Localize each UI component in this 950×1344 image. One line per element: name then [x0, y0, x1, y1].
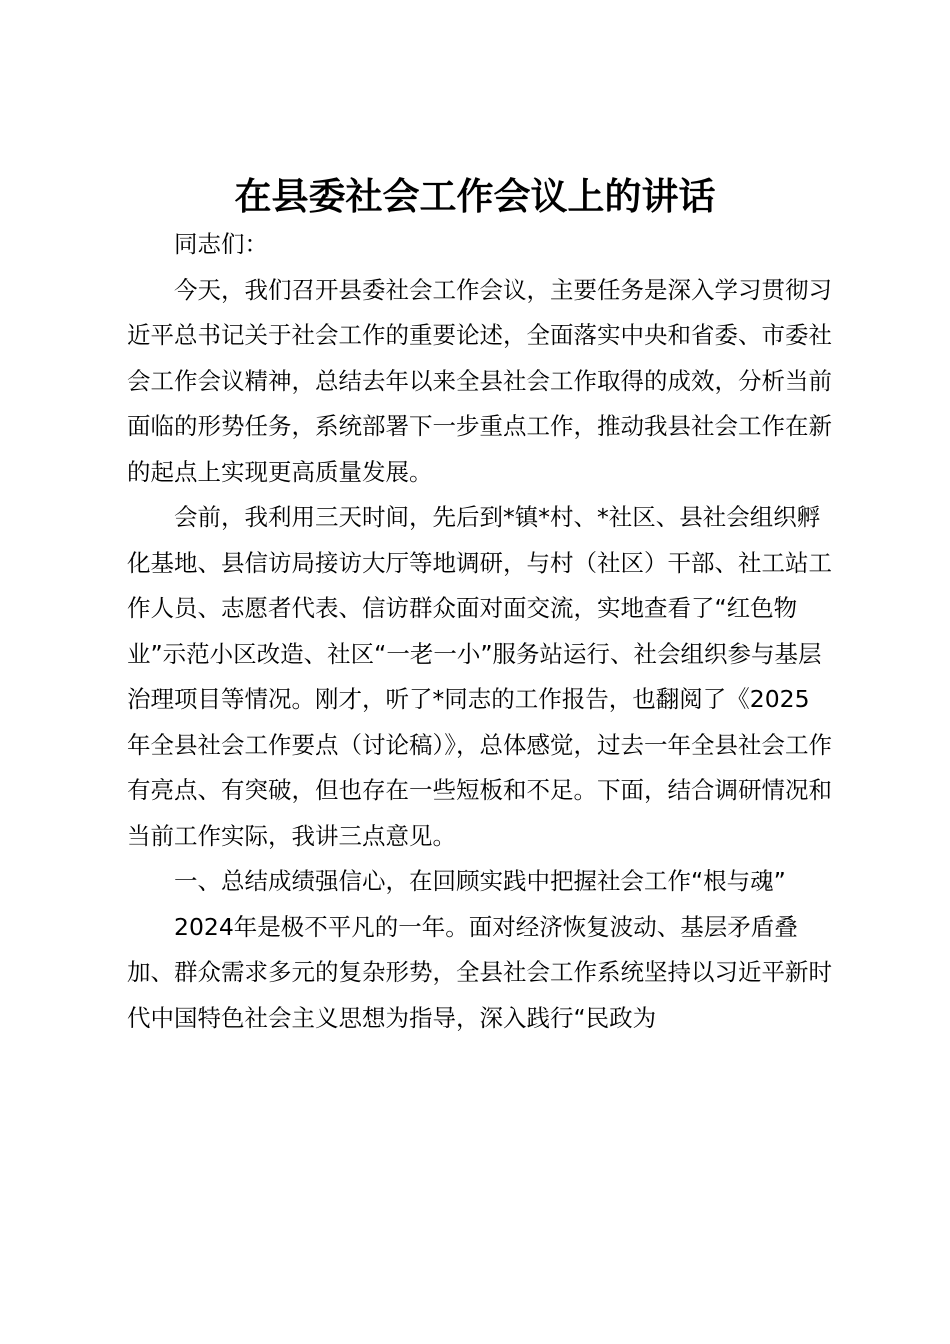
salutation: 同志们： [174, 230, 268, 258]
section-heading: 一、总结成绩强信心，在回顾实践中把握社会工作“根与魂” [174, 867, 786, 895]
section-paragraph: 2024年是极不平凡的一年。面对经济恢复波动、基层矛盾叠加、群众需求多元的复杂形势，全县社会工作系统坚持以习近平新时代中国特色社会主义思想为指导，深入践行“民政为 [127, 912, 832, 1032]
document-body [127, 222, 832, 1041]
document-title: 在县委社会工作会议上的讲话 [234, 174, 716, 218]
paragraph-opening: 今天，我们召开县委社会工作会议，主要任务是深入学习贯彻习近平总书记关于社会工作的重要论述，全面落实中央和省委、市委社会工作会议精神，总结去年以来全县社会工作取得的成效，分析当前面临的形势任务，系统部署下一步重点工作，推动我县社会工作在新的起点上实现更高质量发展。 [127, 275, 832, 486]
paragraph-research: 会前，我利用三天时间，先后到*镇*村、*社区、县社会组织孵化基地、县信访局接访大厅等地调研，与村（社区）干部、社工站工作人员、志愿者代表、信访群众面对面交流，实地查看了“红色物业”示范小区改造、社区“一老一小”服务站运行、社会组织参与基层治理项目等情况。刚才，听了*同志的工作报告，也翻阅了《2025年全县社会工作要点（讨论稿）》，总体感觉，过去一年全县社会工作有亮点、有突破，但也存在一些短板和不足。下面，结合调研情况和当前工作实际，我讲三点意见。 [127, 503, 832, 850]
